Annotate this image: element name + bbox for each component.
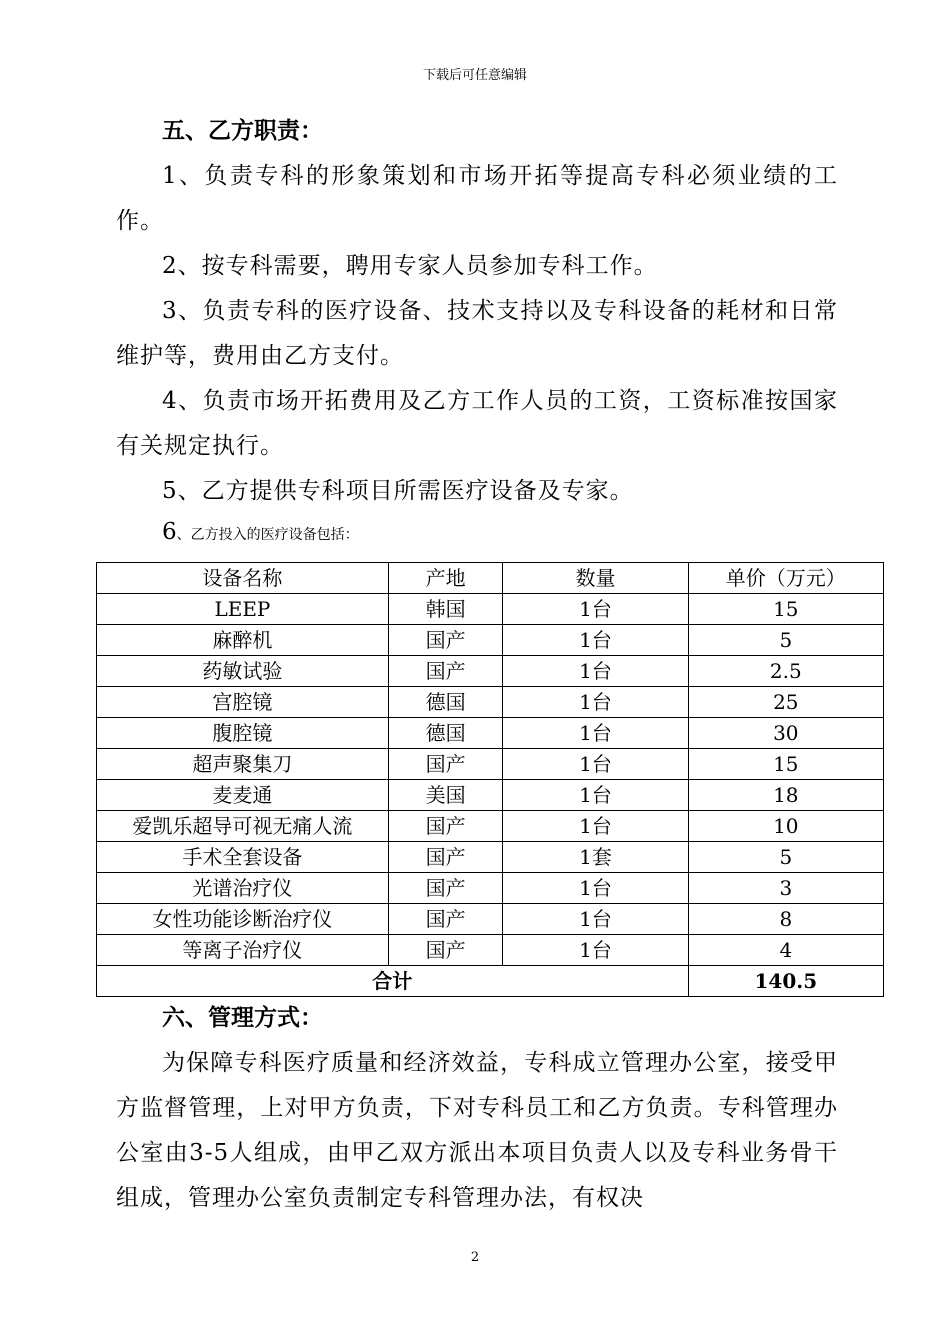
clause-5: 5、乙方提供专科项目所需医疗设备及专家。	[162, 478, 634, 504]
table-row	[97, 873, 884, 904]
clause-6	[116, 514, 838, 553]
origin-cell: 国产	[388, 811, 503, 842]
equipment-name-cell: 女性功能诊断治疗仪	[97, 904, 389, 935]
section-5	[116, 108, 838, 553]
quantity-cell: 1台	[503, 873, 688, 904]
quantity-cell: 1台	[503, 749, 688, 780]
origin-cell: 国产	[388, 749, 503, 780]
unit-price-cell: 4	[688, 935, 883, 966]
quantity-cell: 1台	[503, 935, 688, 966]
section-6	[116, 995, 838, 1221]
table-row	[97, 935, 884, 966]
section-5-title: 五、乙方职责：	[162, 117, 323, 144]
clause-6-text: 、乙方投入的医疗设备包括：	[176, 527, 359, 543]
origin-cell: 国产	[388, 842, 503, 873]
quantity-cell: 1台	[503, 780, 688, 811]
equipment-name-cell: 等离子治疗仪	[97, 935, 389, 966]
equipment-name-cell: 爱凯乐超导可视无痛人流	[97, 811, 389, 842]
origin-cell: 国产	[388, 625, 503, 656]
quantity-cell: 1台	[503, 656, 688, 687]
unit-price-cell: 3	[688, 873, 883, 904]
unit-price-cell: 15	[688, 594, 883, 625]
table-row	[97, 749, 884, 780]
unit-price-cell: 30	[688, 718, 883, 749]
unit-price-cell: 10	[688, 811, 883, 842]
unit-price-cell: 2.5	[688, 656, 883, 687]
quantity-cell: 1套	[503, 842, 688, 873]
origin-cell: 德国	[388, 687, 503, 718]
table-row	[97, 780, 884, 811]
origin-cell: 国产	[388, 935, 503, 966]
total-row	[97, 966, 884, 997]
total-value: 140.5	[688, 966, 883, 997]
section-6-paragraph: 为保障专科医疗质量和经济效益，专科成立管理办公室，接受甲方监督管理，上对甲方负责，下对专科员工和乙方负责。专科管理办公室由3-5人组成，由甲乙双方派出本项目负责人以及专科业务骨干组成，管理办公室负责制定专科管理办法，有权决	[116, 1050, 838, 1211]
clause-1: 1、负责专科的形象策划和市场开拓等提高专科必须业绩的工作。	[116, 163, 838, 234]
origin-cell: 德国	[388, 718, 503, 749]
header-cell-quantity: 数量	[503, 563, 688, 594]
unit-price-cell: 25	[688, 687, 883, 718]
equipment-name-cell: 腹腔镜	[97, 718, 389, 749]
quantity-cell: 1台	[503, 687, 688, 718]
unit-price-cell: 15	[688, 749, 883, 780]
quantity-cell: 1台	[503, 811, 688, 842]
unit-price-cell: 18	[688, 780, 883, 811]
clause-2: 2、按专科需要，聘用专家人员参加专科工作。	[162, 253, 658, 279]
table-row	[97, 687, 884, 718]
page-number: 2	[470, 1250, 480, 1265]
quantity-cell: 1台	[503, 625, 688, 656]
equipment-name-cell: 超声聚集刀	[97, 749, 389, 780]
origin-cell: 国产	[388, 873, 503, 904]
equipment-name-cell: 手术全套设备	[97, 842, 389, 873]
equipment-name-cell: LEEP	[97, 594, 389, 625]
quantity-cell: 1台	[503, 594, 688, 625]
origin-cell: 国产	[388, 904, 503, 935]
clause-6-number: 6	[162, 519, 177, 545]
table-row	[97, 656, 884, 687]
header-cell-unit-price: 单价（万元）	[688, 563, 883, 594]
equipment-table	[96, 562, 884, 997]
equipment-name-cell: 宫腔镜	[97, 687, 389, 718]
origin-cell: 美国	[388, 780, 503, 811]
table-row	[97, 718, 884, 749]
header-cell-name: 设备名称	[97, 563, 389, 594]
equipment-name-cell: 药敏试验	[97, 656, 389, 687]
equipment-name-cell: 麦麦通	[97, 780, 389, 811]
origin-cell: 国产	[388, 656, 503, 687]
unit-price-cell: 8	[688, 904, 883, 935]
clause-3: 3、负责专科的医疗设备、技术支持以及专科设备的耗材和日常维护等，费用由乙方支付。	[116, 298, 838, 369]
table-row	[97, 594, 884, 625]
table-row	[97, 625, 884, 656]
origin-cell: 韩国	[388, 594, 503, 625]
unit-price-cell: 5	[688, 842, 883, 873]
table-header-row	[97, 563, 884, 594]
quantity-cell: 1台	[503, 904, 688, 935]
total-label: 合计	[97, 966, 689, 997]
table-row	[97, 842, 884, 873]
section-6-title: 六、管理方式：	[162, 1004, 323, 1031]
header-cell-origin: 产地	[388, 563, 503, 594]
quantity-cell: 1台	[503, 718, 688, 749]
table-row	[97, 904, 884, 935]
table-row	[97, 811, 884, 842]
clause-4: 4、负责市场开拓费用及乙方工作人员的工资，工资标准按国家有关规定执行。	[116, 388, 838, 459]
equipment-name-cell: 光谱治疗仪	[97, 873, 389, 904]
page-header: 下载后可任意编辑	[422, 68, 527, 83]
equipment-name-cell: 麻醉机	[97, 625, 389, 656]
unit-price-cell: 5	[688, 625, 883, 656]
